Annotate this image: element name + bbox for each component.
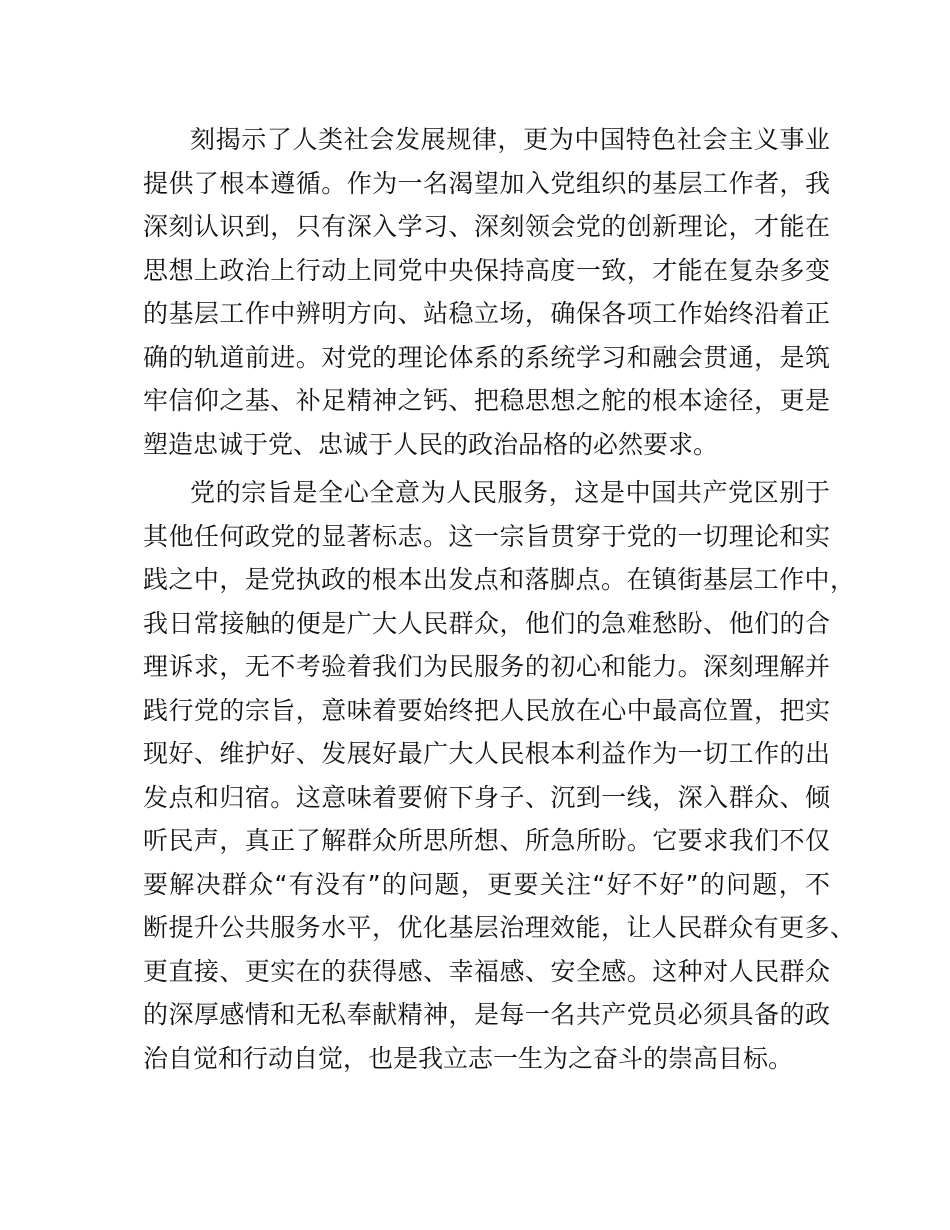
text-line: 要解决群众“有没有”的问题，更要关注“好不好”的问题，不: [143, 869, 830, 899]
text-line: 提供了根本遵循。作为一名渴望加入党组织的基层工作者，我: [143, 168, 830, 198]
text-line: 塑造忠诚于党、忠诚于人民的政治品格的必然要求。: [143, 429, 719, 459]
text-line: 牢信仰之基、补足精神之钙、把稳思想之舵的根本途径，更是: [143, 386, 830, 415]
text-line: 我日常接触的便是广大人民群众，他们的急难愁盼、他们的合: [143, 608, 830, 638]
text-line: 听民声，真正了解群众所思所想、所急所盼。它要求我们不仅: [143, 826, 830, 855]
text-line: 更直接、更实在的获得感、幸福感、安全感。这种对人民群众: [143, 956, 830, 986]
text-line: 思想上政治上行动上同党中央保持高度一致，才能在复杂多变: [143, 255, 830, 285]
text-line: 深刻认识到，只有深入学习、深刻领会党的创新理论，才能在: [143, 212, 830, 241]
paragraph-2: [143, 471, 855, 1080]
text-line: 践之中，是党执政的根本出发点和落脚点。在镇街基层工作中，: [143, 565, 855, 594]
text-line: 治自觉和行动自觉，也是我立志一生为之奋斗的崇高目标。: [143, 1043, 794, 1073]
text-line: 其他任何政党的显著标志。这一宗旨贯穿于党的一切理论和实: [143, 521, 830, 551]
paragraph-1: [143, 118, 830, 466]
text-line: 断提升公共服务水平，优化基层治理效能，让人民群众有更多、: [143, 913, 855, 942]
text-line: 刻揭示了人类社会发展规律，更为中国特色社会主义事业: [190, 125, 830, 154]
text-line: 践行党的宗旨，意味着要始终把人民放在心中最高位置，把实: [143, 695, 830, 725]
text-line: 理诉求，无不考验着我们为民服务的初心和能力。深刻理解并: [143, 652, 830, 681]
text-line: 党的宗旨是全心全意为人民服务，这是中国共产党区别于: [190, 478, 830, 507]
text-line: 现好、维护好、发展好最广大人民根本利益作为一切工作的出: [143, 739, 830, 768]
text-line: 的深厚感情和无私奉献精神，是每一名共产党员必须具备的政: [143, 1000, 830, 1029]
text-line: 确的轨道前进。对党的理论体系的系统学习和融会贯通，是筑: [143, 342, 830, 372]
text-line: 的基层工作中辨明方向、站稳立场，确保各项工作始终沿着正: [143, 299, 830, 328]
text-line: 发点和归宿。这意味着要俯下身子、沉到一线，深入群众、倾: [143, 782, 830, 812]
